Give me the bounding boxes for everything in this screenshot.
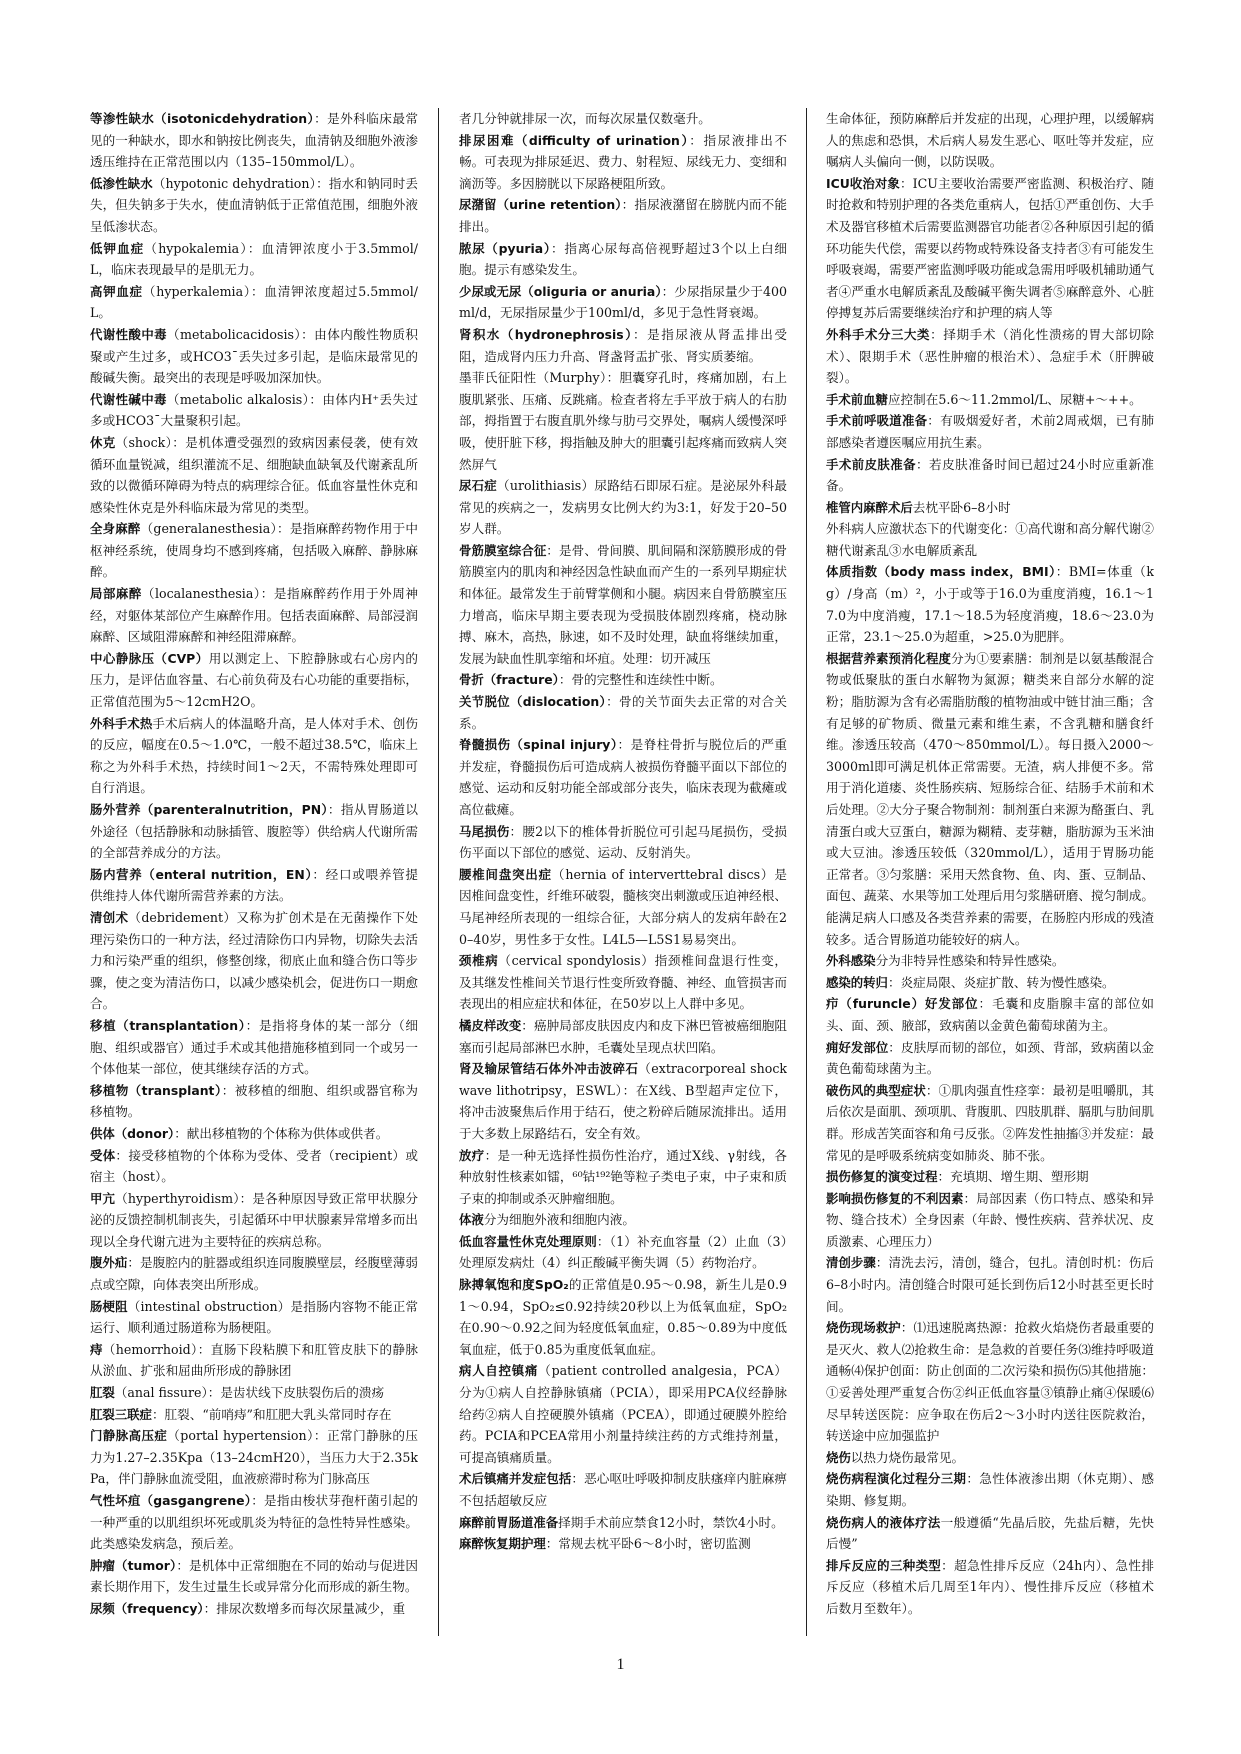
term-entry xyxy=(459,1015,787,1058)
term-entry xyxy=(90,108,418,173)
text-column-1 xyxy=(90,108,418,1638)
term-title: 骨筋膜室综合征 xyxy=(459,542,547,558)
term-definition: 分为①要素膳：制剂是以氨基酸混合物或低聚肽的蛋白水解物为氮源；糖类来自部分水解的淀粉；脂肪源为含有必需脂肪酸的植物油或中链甘油三酯；含有足够的矿物质、微量元素和维生素，不含乳糖和膳食纤维。渗透压较高（470～850mmol/L）。每日摄入2000～3000ml即可满足机体正常需要。无渣，病人排便不多。常用于消化道瘘、炎性肠疾病、短肠综合征、结肠手术前和术后处理。②大分子聚合物制剂：制剂蛋白来源为酪蛋白、乳清蛋白或大豆蛋白，糖源为糊精、麦芽糖，脂肪源为玉米油或大豆油。渗透压较低（320mmol/L），适用于胃肠功能正常者。③匀浆膳：采用天然食物、鱼、肉、蛋、豆制品、面包、蔬菜、水果等加工处理后用匀浆膳研磨、搅匀制成。能满足病人口感及各类营养素的需要，在肠腔内形成的残渣较多。适合胃肠道功能较好的病人。 xyxy=(826,650,1154,947)
term-title: 椎管内麻醉术后 xyxy=(826,499,913,515)
term-definition: ：指从胃肠道以外途径（包括静脉和动脉插管、腹腔等）供给病人代谢所需的全部营养成分的方法。 xyxy=(90,802,418,861)
term-title: 外科感染 xyxy=(826,953,876,969)
term-definition: 外科病人应激状态下的代谢变化：①高代谢和高分解代谢②糖代谢紊乱③水电解质紊乱 xyxy=(826,521,1154,558)
term-title: 全身麻醉 xyxy=(90,521,141,537)
term-title: 外科手术分三大类 xyxy=(826,326,931,342)
term-entry xyxy=(90,1404,418,1426)
term-title: 颈椎病 xyxy=(459,953,499,969)
term-entry xyxy=(90,1188,418,1253)
term-title: 尿频（frequency） xyxy=(90,1600,204,1616)
term-entry xyxy=(459,367,787,475)
term-entry xyxy=(90,173,418,238)
term-title: 麻醉前胃肠道准备 xyxy=(459,1514,559,1530)
term-title: 肠外营养（parenteralnutrition，PN） xyxy=(90,802,328,817)
term-entry xyxy=(826,993,1154,1036)
term-definition: （patient controlled analgesia，PCA）分为①病人自控静脉镇痛（PCIA），即采用PCA仪经静脉给药②病人自控硬膜外镇痛（PCEA），即通过硬膜外腔给药。PCIA和PCEA常用小剂量持续注药的方式维持剂量，可提高镇痛质量。 xyxy=(459,1363,787,1465)
term-entry xyxy=(826,1468,1154,1511)
term-entry xyxy=(826,1252,1154,1317)
term-entry xyxy=(90,1339,418,1382)
term-title: 病人自控镇痛 xyxy=(459,1363,539,1379)
term-title: 低血容量性休克处理原则 xyxy=(459,1233,597,1249)
term-title: 马尾损伤 xyxy=(459,823,510,839)
term-entry xyxy=(826,648,1154,950)
term-entry xyxy=(90,1425,418,1490)
term-definition: ：择期手术（消化性溃疡的胃大部切除术）、限期手术（恶性肿瘤的根治术）、急症手术（肝脾破裂）。 xyxy=(826,326,1154,386)
term-entry xyxy=(826,1317,1154,1447)
term-title: 肛裂三联症 xyxy=(90,1406,152,1422)
term-entry xyxy=(90,864,418,907)
term-entry xyxy=(459,821,787,864)
term-definition: （hyperkalemia）：血清钾浓度超过5.5mmol/L。 xyxy=(90,283,418,321)
text-column-2 xyxy=(459,108,787,1638)
term-entry xyxy=(90,713,418,799)
term-title: 肛裂 xyxy=(90,1385,115,1401)
term-definition: （generalanesthesia）：是指麻醉药物作用于中枢神经系统，使周身均不感到疼痛，包括吸入麻醉、静脉麻醉。 xyxy=(90,521,418,580)
term-entry xyxy=(826,410,1154,453)
term-definition: （metabolicacidosis）：由体内酸性物质积聚或产生过多，或HCO3¯丢失过多引起，是临床最常见的酸碱失衡。最突出的表现是呼吸加深加快。 xyxy=(90,326,418,386)
term-entry xyxy=(90,1382,418,1404)
term-definition: ：BMI=体重（kg）/身高（m）²，小于或等于16.0为重度消瘦，16.1～17.0为中度消瘦，17.1～18.5为轻度消瘦，18.6～23.0为正常，23.1～25.0为超重，>25.0为肥胖。 xyxy=(826,564,1154,645)
term-title: 手术前血糖 xyxy=(826,391,888,407)
term-definition: ：是指由梭状芽孢杆菌引起的一种严重的以肌组织坏死或肌炎为特征的急性特异性感染。此类感染发病急，预后差。 xyxy=(90,1493,418,1552)
term-title: 手术前皮肤准备 xyxy=(826,456,916,472)
term-title: 等渗性缺水（isotonicdehydration） xyxy=(90,111,315,126)
term-entry xyxy=(90,583,418,648)
term-definition: ：①肌肉强直性痉挛：最初是咀嚼肌，其后依次是面肌、颈项肌、背腹肌、四肢肌群、膈肌与肋间肌群。形成苦笑面容和角弓反张。②阵发性抽搐③并发症：最常见的是呼吸系统病变如肺炎、肺不张。 xyxy=(826,1082,1154,1163)
term-title: ICU收治对象 xyxy=(826,175,900,191)
term-definition: 手术后病人的体温略升高，是人体对手术、创伤的反应，幅度在0.5～1.0℃，一般不超过38.5℃，临床上称之为外科手术热，持续时间1～2天，不需特殊处理即可自行消退。 xyxy=(90,715,418,796)
term-definition: （hypokalemia）：血清钾浓度小于3.5mmol/L，临床表现最早的是肌无力。 xyxy=(90,240,418,278)
term-title: 肠内营养（enteral nutrition，EN） xyxy=(90,866,313,882)
text-column-3 xyxy=(826,108,1154,1638)
term-definition: （extracorporeal shockwave lithotripsy，ESWL）：在X线、B型超声定位下，将冲击波聚焦后作用于结石，使之粉碎后随尿流排出。适用于大多数上尿路结石，安全有效。 xyxy=(459,1061,787,1141)
term-definition: 生命体征，预防麻醉后并发症的出现，心理护理，以缓解病人的焦虑和恐惧，术后病人易发生恶心、呕吐等并发症，应嘱病人头偏向一侧，以防误吸。 xyxy=(826,111,1154,170)
term-definition: ：是外科临床最常见的一种缺水，即水和钠按比例丧失，血清钠及细胞外液渗透压维持在正常范围以内（135–150mmol/L）。 xyxy=(90,111,418,170)
term-title: 排尿困难（difficulty of urination） xyxy=(459,132,690,148)
term-definition: ：若皮肤准备时间已超过24小时应重新准备。 xyxy=(826,456,1154,494)
term-entry xyxy=(459,950,787,1015)
term-definition: ：是一种无选择性损伤性治疗，通过X线、γ射线，各种放射性核素如镭，⁶⁰钴¹⁹²铯等粒子类电子束，中子束和质子束的抑制或杀灭肿瘤细胞。 xyxy=(459,1147,787,1206)
term-definition: ：皮肤厚而韧的部位，如颈、背部，致病菌以金黄色葡萄球菌为主。 xyxy=(826,1039,1154,1077)
term-title: 甲亢 xyxy=(90,1190,116,1206)
term-entry xyxy=(826,561,1154,647)
term-entry xyxy=(459,1274,787,1360)
term-entry xyxy=(826,497,1154,519)
term-definition: ：腰2以下的椎体骨折脱位可引起马尾损伤，受损伤平面以下部位的感觉、运动、反射消失。 xyxy=(459,823,787,861)
term-entry xyxy=(90,1296,418,1339)
term-entry xyxy=(459,1058,787,1144)
term-definition: 墨菲氏征阳性（Murphy）：胆囊穿孔时，疼痛加剧，右上腹肌紧张、压痛、反跳痛。检查者将左手平放于病人的右肋部，拇指置于右腹直肌外缘与肋弓交界处，嘱病人缓慢深呼吸，使肝脏下移，拇指触及肿大的胆囊引起疼痛而致病人突然屏气 xyxy=(459,370,787,472)
term-definition: 用以测定上、下腔静脉或右心房内的压力，是评估血容量、右心前负荷及右心功能的重要指标，正常值范围为5～12cmH2O。 xyxy=(90,650,418,710)
term-definition: ：是机体中正常细胞在不同的始动与促进因素长期作用下，发生过量生长或异常分化而形成的新生物。 xyxy=(90,1557,418,1595)
term-definition: ：肛裂、“前哨痔”和肛肥大乳头常同时存在 xyxy=(151,1406,392,1422)
term-entry xyxy=(90,1145,418,1188)
term-definition: （urolithiasis）尿路结石即尿石症。是泌尿外科最常见的疾病之一，发病男女比例大约为3:1，好发于20–50岁人群。 xyxy=(459,478,787,537)
term-definition: ：指尿液潴留在膀胱内而不能排出。 xyxy=(459,197,787,234)
term-title: 痔 xyxy=(90,1341,103,1357)
term-entry xyxy=(826,1037,1154,1080)
term-entry xyxy=(826,518,1154,561)
term-entry xyxy=(826,950,1154,972)
term-definition: ：急性体液渗出期（休克期）、感染期、修复期。 xyxy=(826,1471,1154,1508)
term-definition: ：超急性排斥反应（24h内）、急性排斥反应（移植术后几周至1年内）、慢性排斥反应（移植术后数月至数年）。 xyxy=(826,1557,1154,1616)
term-definition: （metabolic alkalosis）：由体内H⁺丢失过多或HCO3¯大量聚积引起。 xyxy=(90,391,418,429)
term-definition: ：炎症局限、炎症扩散、转为慢性感染。 xyxy=(887,974,1115,990)
term-title: 术后镇痛并发症包括 xyxy=(459,1471,572,1487)
term-title: 外科手术热 xyxy=(90,715,153,731)
term-title: 痈好发部位 xyxy=(826,1039,889,1055)
term-entry xyxy=(459,1512,787,1534)
term-title: 肾积水（hydronephrosis） xyxy=(459,326,633,342)
term-definition: ：指尿液排出不畅。可表现为排尿延迟、费力、射程短、尿线无力、变细和滴沥等。多因膀胱以下尿路梗阻所致。 xyxy=(459,132,787,191)
term-title: 手术前呼吸道准备 xyxy=(826,413,928,429)
term-entry xyxy=(459,130,787,195)
term-definition: 分为细胞外液和细胞内液。 xyxy=(483,1212,635,1228)
term-definition: ：ICU主要收治需要严密监测、积极治疗、随时抢救和特别护理的各类危重病人，包括①严重创伤、大手术及器官移植术后需要监测器官功能者②各种原因引起的循环功能失代偿，需要以药物或特殊设备支持者③有可能发生呼吸衰竭，需要严密监测呼吸功能或急需用呼吸机辅助通气者④严重水电解质紊乱及酸碱平衡失调者⑤麻醉意外、心脏停搏复苏后需要继续治疗和护理的病人等 xyxy=(826,175,1154,321)
term-entry xyxy=(90,281,418,324)
term-entry xyxy=(90,324,418,389)
term-definition: ：常规去枕平卧6～8小时，密切监测 xyxy=(545,1536,751,1552)
term-entry xyxy=(90,1555,418,1598)
term-entry xyxy=(459,324,787,367)
term-definition: ：是腹腔内的脏器或组织连同腹膜壁层，经腹壁薄弱点或空隙，向体表突出所形成。 xyxy=(90,1255,418,1293)
term-title: 移植物（transplant） xyxy=(90,1082,222,1098)
term-entry xyxy=(90,1598,418,1620)
term-title: 破伤风的典型症状 xyxy=(826,1082,926,1098)
column-divider xyxy=(806,108,807,1636)
term-entry xyxy=(826,1555,1154,1620)
term-definition: ：骨的完整性和连续性中断。 xyxy=(558,672,723,688)
term-entry xyxy=(826,108,1154,173)
term-entry xyxy=(826,1447,1154,1469)
term-definition: （hernia of interverttebral discs）是因椎间盘变性，纤维环破裂，髓核突出刺激或压迫神经根、马尾神经所表现的一组综合征，大部分病人的发病年龄在20–40岁，男性多于女性。L4L5—L5S1易易突出。 xyxy=(459,866,787,947)
term-definition: 一般遵循“先晶后胶，先盐后糖，先快后慢” xyxy=(826,1514,1154,1552)
term-entry xyxy=(90,648,418,713)
term-definition: ：少尿指尿量少于400ml/d，无尿指尿量少于100ml/d，多见于急性肾衰竭。 xyxy=(459,283,787,321)
term-definition: （portal hypertension）：正常门静脉的压力为1.27–2.35Kpa（13–24cmH20），当压力大于2.35kPa，伴门静脉血流受阻，血液瘀滞时称为门脉高压 xyxy=(90,1428,418,1487)
term-entry xyxy=(90,1123,418,1145)
term-definition: 以热力烧伤最常见。 xyxy=(850,1449,965,1465)
term-title: 代谢性碱中毒 xyxy=(90,391,167,407)
term-title: 门静脉高压症 xyxy=(90,1428,168,1444)
term-entry xyxy=(459,734,787,820)
term-entry xyxy=(459,864,787,950)
term-entry xyxy=(459,281,787,324)
term-title: 骨折（fracture） xyxy=(459,672,559,688)
term-title: 清创步骤 xyxy=(826,1255,876,1271)
term-entry xyxy=(826,1166,1154,1188)
term-entry xyxy=(459,1145,787,1210)
term-definition: （cervical spondylosis）指颈椎间盘退行性变，及其继发性椎间关节退行性变所致脊髓、神经、血管损害而表现出的相应症状和体征，在50岁以上人群中多见。 xyxy=(459,953,787,1012)
term-title: 高钾血症 xyxy=(90,283,143,299)
term-title: 少尿或无尿（oliguria or anuria） xyxy=(459,283,662,299)
term-entry xyxy=(90,238,418,281)
term-entry xyxy=(90,1080,418,1123)
term-title: 脓尿（pyuria） xyxy=(459,240,551,256)
term-title: 中心静脉压（CVP） xyxy=(90,650,209,666)
term-entry xyxy=(459,540,787,670)
term-entry xyxy=(826,324,1154,389)
term-entry xyxy=(459,669,787,691)
term-definition: （hypotonic dehydration）：指水和钠同时丢失，但失钠多于失水，使血清钠低于正常值范围，细胞外液呈低渗状态。 xyxy=(90,175,418,234)
page-number: 1 xyxy=(616,1656,625,1673)
term-entry xyxy=(90,1015,418,1080)
term-title: 代谢性酸中毒 xyxy=(90,326,167,342)
term-definition: （hyperthyroidism）：是各种原因导致正常甲状腺分泌的反馈控制机制丧失，引起循环中甲状腺素异常增多而出现以全身代谢亢进为主要特征的疾病总称。 xyxy=(90,1190,418,1249)
term-definition: ：是指将身体的某一部分（细胞、组织或器官）通过手术或其他措施移植到同一个或另一个体他某一部位，使其继续存活的方式。 xyxy=(90,1017,418,1077)
term-definition: （intestinal obstruction）是指肠内容物不能正常运行、顺利通过肠道称为肠梗阻。 xyxy=(90,1298,418,1336)
term-definition: 者几分钟就排尿一次，而每次尿量仅数毫升。 xyxy=(459,111,711,126)
term-title: 清创术 xyxy=(90,909,129,925)
term-entry xyxy=(90,389,418,432)
term-definition: （anal fissure）：是齿状线下皮肤裂伤后的溃疡 xyxy=(114,1385,385,1401)
term-entry xyxy=(826,1080,1154,1166)
term-entry xyxy=(826,972,1154,994)
term-title: 根据营养素预消化程度 xyxy=(826,650,951,666)
term-title: 休克 xyxy=(90,434,116,450)
term-definition: ：被移植的细胞、组织或器官称为移植物。 xyxy=(90,1082,418,1120)
term-entry xyxy=(90,907,418,1015)
term-title: 损伤修复的演变过程 xyxy=(826,1169,938,1185)
column-divider xyxy=(438,108,439,1636)
term-entry xyxy=(459,108,787,130)
term-title: 排斥反应的三种类型 xyxy=(826,1557,942,1573)
term-definition: 应控制在5.6～11.2mmol/L、尿糖+～++。 xyxy=(887,391,1142,407)
term-definition: ：经口或喂养管提供维持人体代谢所需营养素的方法。 xyxy=(90,866,418,904)
term-definition: ：是脊柱骨折与脱位后的严重并发症，脊髓损伤后可造成病人被损伤脊髓平面以下部位的感觉、运动和反射功能全部或部分丧失，临床表现为截瘫或高位截瘫。 xyxy=(459,737,787,817)
term-title: 烧伤 xyxy=(826,1449,851,1465)
term-title: 局部麻醉 xyxy=(90,586,142,602)
term-title: 移植（transplantation） xyxy=(90,1017,246,1033)
term-title: 肾及输尿管结石体外冲击波碎石 xyxy=(459,1061,639,1077)
term-title: 尿潴留（urine retention） xyxy=(459,197,622,213)
term-title: 关节脱位（dislocation） xyxy=(459,694,607,710)
term-entry xyxy=(90,518,418,583)
term-title: 腹外疝 xyxy=(90,1255,128,1271)
term-entry xyxy=(90,432,418,518)
term-definition: 分为非特异性感染和特异性感染。 xyxy=(875,953,1065,969)
term-definition: ：是骨、骨间膜、肌间隔和深筋膜形成的骨筋膜室内的肌肉和神经因急性缺血而产生的一系列早期症状和体征。最常发生于前臂掌侧和小腿。病因来自骨筋膜室压力增高，临床早期主要表现为受损肢体剧烈疼痛，桡动脉搏、麻木，高热，脉速，如不及时处理，缺血将继续加重，发展为缺血性肌挛缩和坏疽。处理：切开减压 xyxy=(459,542,787,666)
term-entry xyxy=(459,238,787,281)
term-title: 脉搏氧饱和度SpO₂ xyxy=(459,1277,569,1293)
term-definition: 去枕平卧6–8小时 xyxy=(912,499,1011,515)
term-title: 肠梗阻 xyxy=(90,1298,128,1314)
term-definition: ：恶心呕吐呼吸抑制皮肤瘙痒内脏麻痹不包括超敏反应 xyxy=(459,1471,787,1508)
term-title: 感染的转归 xyxy=(826,974,888,990)
term-title: 麻醉恢复期护理 xyxy=(459,1536,546,1552)
term-definition: ：癌肿局部皮肤因皮内和皮下淋巴管被癌细胞阻塞而引起局部淋巴水肿，毛囊处呈现点状凹陷。 xyxy=(459,1017,787,1055)
term-entry xyxy=(459,1468,787,1511)
term-title: 放疗 xyxy=(459,1147,485,1163)
term-definition: （debridement）又称为扩创术是在无菌操作下处理污染伤口的一种方法，经过清除伤口内异物，切除失去活力和污染严重的组织，修整创缘，彻底止血和缝合伤口等步骤，使之变为清洁伤口，以减少感染机会，促进伤口一期愈合。 xyxy=(90,909,418,1012)
term-definition: ：骨的关节面失去正常的对合关系。 xyxy=(459,694,787,731)
term-title: 橘皮样改变 xyxy=(459,1017,522,1033)
term-title: 气性坏疽（gasgangrene） xyxy=(90,1493,252,1508)
term-entry xyxy=(90,799,418,864)
term-title: 低渗性缺水 xyxy=(90,175,153,191)
term-title: 体液 xyxy=(459,1212,484,1228)
term-title: 脊髓损伤（spinal injury） xyxy=(459,737,618,753)
term-definition: 择期手术前应禁食12小时，禁饮4小时。 xyxy=(558,1514,784,1530)
term-entry xyxy=(826,389,1154,411)
term-definition: ：（1）补充血容量（2）止血（3）处理原发病灶（4）纠正酸碱平衡失调（5）药物治疗。 xyxy=(459,1233,787,1271)
term-title: 低钾血症 xyxy=(90,240,145,256)
term-definition: ：毛囊和皮脂腺丰富的部位如头、面、颈、腋部，致病菌以金黄色葡萄球菌为主。 xyxy=(826,996,1154,1033)
term-title: 烧伤现场救护 xyxy=(826,1320,901,1336)
term-entry xyxy=(826,454,1154,497)
term-entry xyxy=(90,1490,418,1555)
term-title: 供体（donor） xyxy=(90,1125,175,1141)
term-title: 体质指数（body mass index，BMI） xyxy=(826,564,1056,580)
term-title: 肿瘤（tumor） xyxy=(90,1557,177,1573)
term-title: 烧伤病人的液体疗法 xyxy=(826,1514,941,1530)
term-entry xyxy=(90,1252,418,1295)
term-definition: ：指离心尿每高倍视野超过3个以上白细胞。提示有感染发生。 xyxy=(459,240,787,278)
term-entry xyxy=(459,1231,787,1274)
term-definition: ：充填期、增生期、塑形期 xyxy=(937,1169,1089,1185)
term-entry xyxy=(459,1360,787,1468)
term-entry xyxy=(826,173,1154,324)
term-definition: ：是指尿液从肾盂排出受阻，造成肾内压力升高、肾盏肾盂扩张、肾实质萎缩。 xyxy=(459,326,787,364)
term-entry xyxy=(826,1512,1154,1555)
term-title: 影响损伤修复的不利因素 xyxy=(826,1190,964,1206)
term-definition: 的正常值是0.95～0.98，新生儿是0.91～0.94，SpO₂≤0.92持续20秒以上为低氧血症，SpO₂在0.90～0.92之间为轻度低氧血症，0.85～0.89为中度低氧血症，低于0.85为重度低氧血症。 xyxy=(459,1277,787,1357)
term-definition: ：清洗去污，清创，缝合，包扎。清创时机：伤后6–8小时内。清创缝合时限可延长到伤后12小时甚至更长时间。 xyxy=(826,1255,1154,1314)
term-entry xyxy=(459,1533,787,1555)
term-entry xyxy=(826,1188,1154,1253)
term-title: 受体 xyxy=(90,1147,116,1163)
term-title: 烧伤病程演化过程分三期 xyxy=(826,1471,967,1487)
term-definition: ：献出移植物的个体称为供体或供者。 xyxy=(174,1125,389,1141)
term-definition: ：接受移植物的个体称为受体、受者（recipient）或宿主（host）。 xyxy=(90,1147,418,1185)
term-title: 尿石症 xyxy=(459,478,497,494)
term-title: 疖（furuncle）好发部位 xyxy=(826,996,979,1012)
term-entry xyxy=(459,691,787,734)
term-definition: ：局部因素（伤口特点、感染和异物、缝合技术）全身因素（年龄、慢性疾病、营养状况、皮质激素、心理压力） xyxy=(826,1190,1154,1249)
term-definition: ：⑴迅速脱离热源：抢救火焰烧伤者最重要的是灭火、救人⑵抢救生命：是急救的首要任务⑶维持呼吸道通畅⑷保护创面：防止创面的二次污染和损伤⑸其他措施：①妥善处理严重复合伤②纠正低血容量③镇静止痛④保暖⑹尽早转送医院：应争取在伤后2～3小时内送往医院救治，转送途中应加强监护 xyxy=(826,1320,1154,1444)
term-definition: （hemorrhoid）：直肠下段粘膜下和肛管皮肤下的静脉从淤血、扩张和屈曲所形成的静脉团 xyxy=(90,1341,418,1379)
term-entry xyxy=(459,475,787,540)
term-definition: （shock）：是机体遭受强烈的致病因素侵袭，使有效循环血量锐减，组织灌流不足、细胞缺血缺氧及代谢紊乱所致的以微循环障碍为特点的病理综合征。低血容量性休克和感染性休克是外科临床最为常见的类型。 xyxy=(90,434,418,515)
term-entry xyxy=(459,1209,787,1231)
term-definition: ：有吸烟爱好者，术前2周戒烟，已有肺部感染者遵医嘱应用抗生素。 xyxy=(826,413,1154,450)
term-definition: （localanesthesia）：是指麻醉药作用于外周神经，对躯体某部位产生麻醉作用。包括表面麻醉、局部浸润麻醉、区域阻滞麻醉和神经阻滞麻醉。 xyxy=(90,586,418,645)
term-entry xyxy=(459,194,787,237)
term-title: 腰椎间盘突出症 xyxy=(459,866,552,882)
term-definition: ：排尿次数增多而每次尿量减少，重 xyxy=(203,1600,406,1616)
